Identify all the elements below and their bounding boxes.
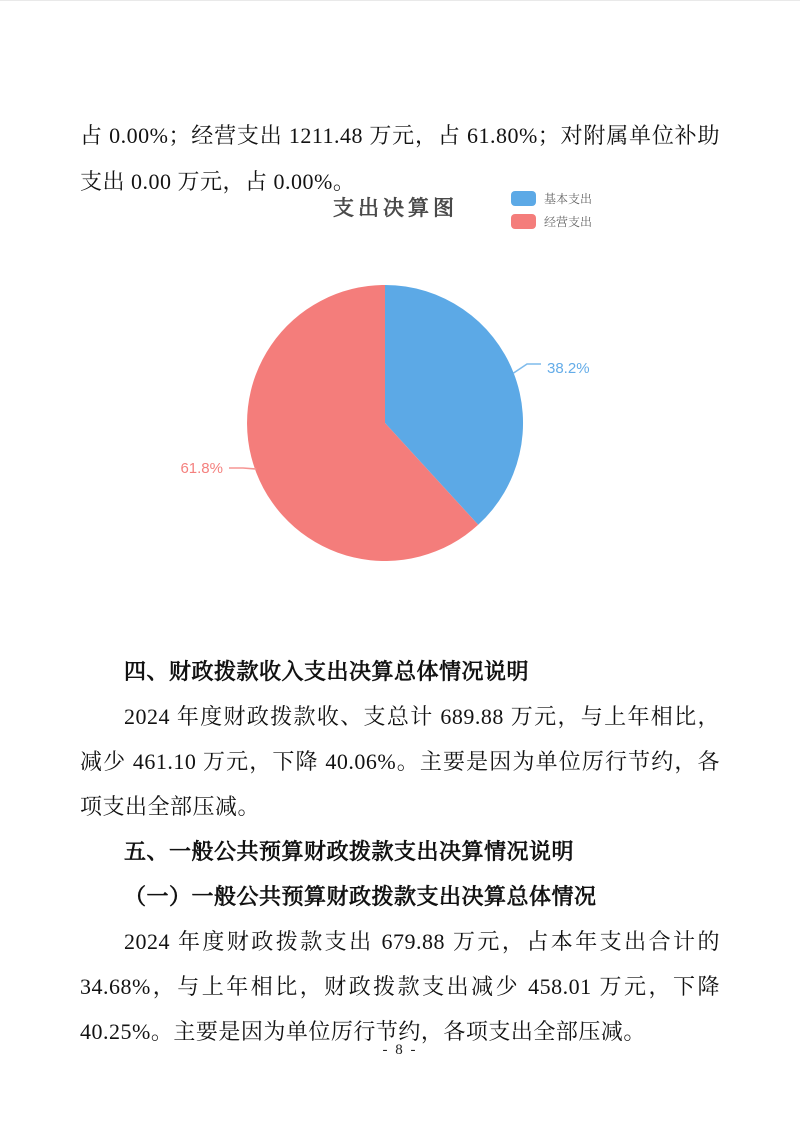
pie-label-operating: 61.8% — [180, 460, 223, 477]
section-heading-5: 五、一般公共预算财政拨款支出决算情况说明 — [124, 839, 575, 864]
legend-item-basic — [511, 191, 592, 206]
legend-label: 基本支出 — [544, 192, 593, 206]
legend-item-operating — [511, 214, 592, 229]
section-heading-4: 四、财政拨款收入支出决算总体情况说明 — [124, 659, 530, 684]
chart-title: 支出决算图 — [333, 197, 458, 220]
pie-label-basic: 38.2% — [547, 359, 590, 377]
pie-chart — [175, 258, 595, 588]
chart-legend — [511, 191, 592, 237]
section-paragraph: 2024 年度财政拨款支出 679.88 万元，占本年支出合计的 34.68%，与上年相比，财政拨款支出减少 458.01 万元，下降 40.25%。主要是因为单位厉行节约，各项支出全部压减。 — [80, 929, 720, 1044]
legend-label: 经营支出 — [544, 215, 593, 229]
legend-swatch-blue — [511, 191, 536, 206]
section-paragraph: 2024 年度财政拨款收、支总计 689.88 万元，与上年相比，减少 461.10 万元，下降 40.06%。主要是因为单位厉行节约，各项支出全部压减。 — [80, 704, 720, 819]
leader-line-operating — [229, 468, 256, 469]
intro-paragraph: 占 0.00%；经营支出 1211.48 万元，占 61.80%；对附属单位补助支出 0.00 万元，占 0.00%。 — [80, 123, 720, 194]
leader-line-basic — [514, 364, 541, 373]
body-sections — [80, 649, 720, 1054]
subsection-heading-5-1: （一）一般公共预算财政拨款支出决算总体情况 — [124, 884, 597, 909]
legend-swatch-red — [511, 214, 536, 229]
page-number: - 8 - — [382, 1042, 418, 1058]
